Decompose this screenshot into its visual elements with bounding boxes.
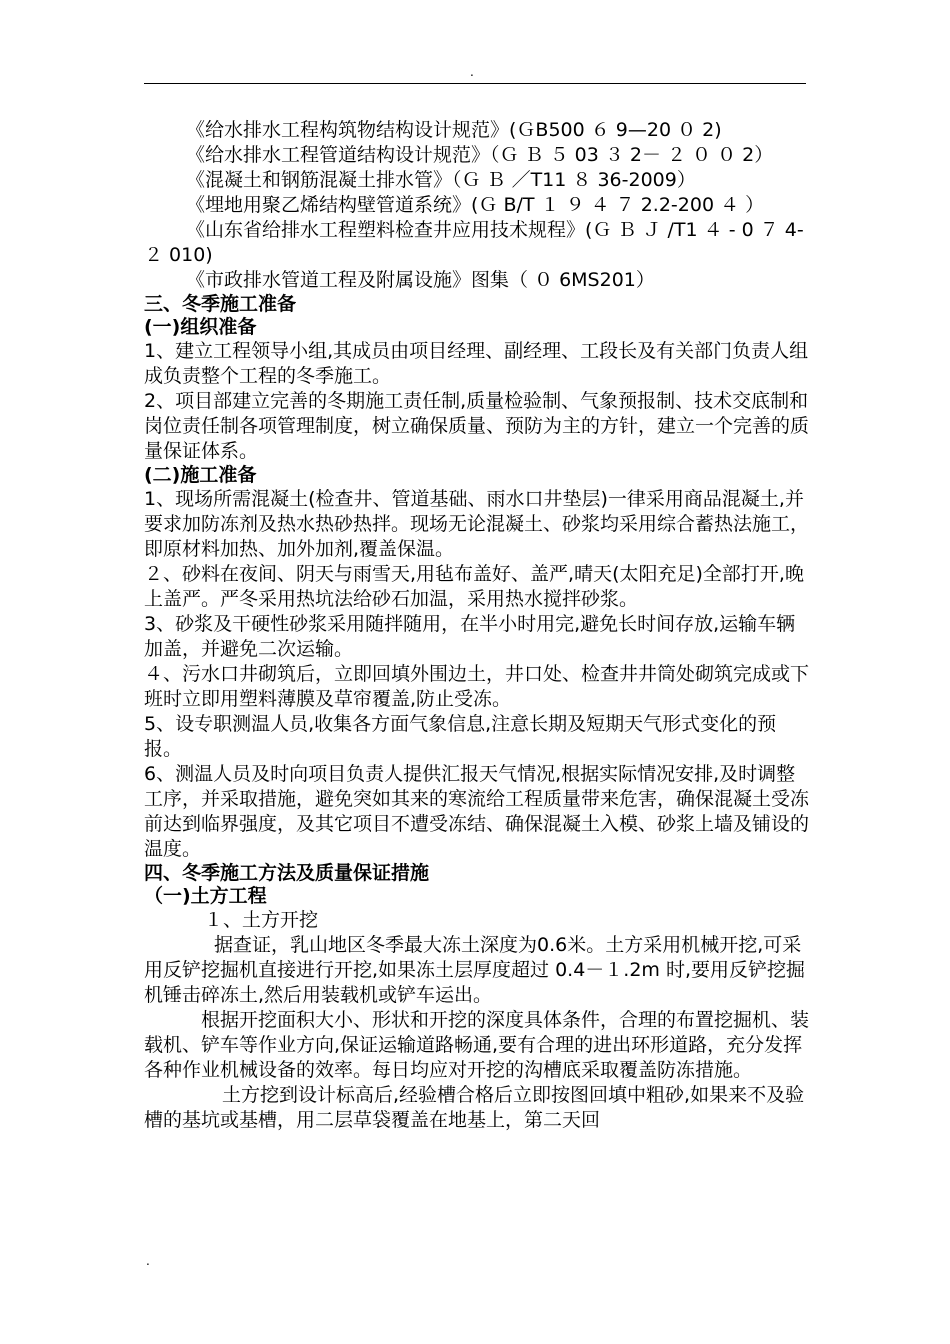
- section-heading: 三、冬季施工准备: [144, 293, 297, 315]
- paragraph: 1、建立工程领导小组,其成员由项目经理、副经理、工段长及有关部门负责人组成负责整个工程的冬季施工。: [144, 340, 809, 387]
- section-heading: 四、冬季施工方法及质量保证措施: [144, 862, 430, 884]
- header-rule: [144, 83, 806, 84]
- reference-item: 《市政排水管道工程及附属设施》图集（ ０ 6MS201）: [186, 269, 655, 291]
- footer-mark: .: [146, 1254, 150, 1268]
- paragraph: 3、砂浆及干硬性砂浆采用随拌随用，在半小时用完,避免长时间存放,运输车辆加盖，并避免二次运输。: [144, 613, 796, 660]
- paragraph: 1、现场所需混凝土(检查井、管道基础、雨水口井垫层)一律采用商品混凝土,并要求加防冻剂及热水热砂热拌。现场无论混凝土、砂浆均采用综合蓄热法施工，即原材料加热、加外加剂,覆盖保温。: [144, 488, 810, 560]
- subsection-heading: (一)组织准备: [144, 316, 257, 338]
- paragraph: 据查证，乳山地区冬季最大冻土深度为0.6米。土方采用机械开挖,可采用反铲挖掘机直接进行开挖,如果冻土层厚度超过 0.4－１.2m 时,要用反铲挖掘机锤击碎冻土,然后用装载机或铲车运出。: [144, 934, 806, 1006]
- paragraph: ４、污水口井砌筑后，立即回填外围边土，井口处、检查井井筒处砌筑完成或下班时立即用塑料薄膜及草帘覆盖,防止受冻。: [144, 663, 810, 710]
- reference-item: 《混凝土和钢筋混凝土排水管》（Ｇ Ｂ ／T11 ８ 36-2009）: [186, 169, 696, 191]
- paragraph: 5、设专职测温人员,收集各方面气象信息,注意长期及短期天气形式变化的预报。: [144, 713, 777, 760]
- document-body: [144, 118, 810, 1133]
- header-mark: .: [470, 65, 474, 79]
- paragraph: ２、砂料在夜间、阴天与雨雪天,用毡布盖好、盖严,晴天(太阳充足)全部打开,晚上盖严。严冬采用热坑法给砂石加温，采用热水搅拌砂浆。: [144, 563, 804, 610]
- reference-item: 《埋地用聚乙烯结构壁管道系统》(Ｇ B/T １ ９ ４ ７ 2.2-200 ４ ）: [186, 194, 765, 216]
- subsection-heading: （一)土方工程: [144, 885, 267, 907]
- reference-item: 《给水排水工程管道结构设计规范》（Ｇ Ｂ ５ 03 ３ 2－ ２ ０ ０ 2）: [186, 144, 774, 166]
- reference-item: 《山东省给排水工程塑料检查井应用技术规程》(Ｇ Ｂ Ｊ /T1 ４ - 0 ７ 4- ２ 010): [144, 219, 804, 266]
- subsection-heading: (二)施工准备: [144, 464, 257, 486]
- paragraph: 土方挖到设计标高后,经验槽合格后立即按图回填中粗砂,如果来不及验槽的基坑或基槽，用二层草袋覆盖在地基上，第二天回: [144, 1084, 805, 1131]
- paragraph: 6、测温人员及时向项目负责人提供汇报天气情况,根据实际情况安排,及时调整工序，并采取措施，避免突如其来的寒流给工程质量带来危害，确保混凝土受冻前达到临界强度，及其它项目不遭受冻结、确保混凝土入模、砂浆上墙及铺设的温度。: [144, 763, 810, 860]
- reference-item: 《给水排水工程构筑物结构设计规范》(ＧB500 ６ 9—20 ０ 2): [186, 119, 722, 141]
- paragraph: 根据开挖面积大小、形状和开挖的深度具体条件，合理的布置挖掘机、装载机、铲车等作业方向,保证运输道路畅通,要有合理的进出环形道路，充分发挥各种作业机械设备的效率。每日均应对开挖的沟槽底采取覆盖防冻措施。: [144, 1009, 810, 1081]
- paragraph: 2、项目部建立完善的冬期施工责任制,质量检验制、气象预报制、技术交底制和岗位责任制各项管理制度，树立确保质量、预防为主的方针，建立一个完善的质量保证体系。: [144, 390, 810, 462]
- item-heading: １、土方开挖: [204, 909, 319, 931]
